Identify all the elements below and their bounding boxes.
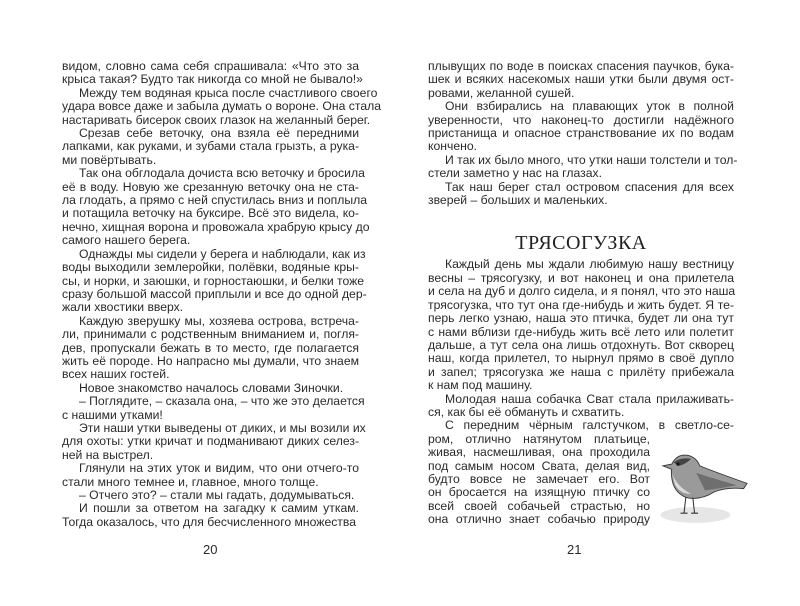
paragraph: [62, 502, 359, 529]
paragraph: [428, 258, 734, 392]
text-line: С передним чёрным галстучком, в светло-се-: [445, 418, 734, 433]
text-line: трясогузка, что тут она где-нибудь и жить будет. Я те-: [428, 297, 734, 312]
text-line: стели заметно у нас на глазах.: [428, 166, 602, 181]
wagtail-bird-illustration: [656, 446, 748, 526]
text-line: видом, словно сама себя спрашивала: «Что это за: [62, 59, 359, 73]
paragraph: [428, 181, 734, 208]
paragraph: [62, 59, 363, 87]
text-line: шек и всяких насекомых наши утки были двумя ост-: [428, 72, 734, 87]
text-line: И пошли за ответом на загадку к самим уткам.: [79, 501, 359, 516]
text-line: пристанища и опасное странствование их по водам: [428, 126, 734, 141]
text-line: к нам под машину.: [428, 378, 533, 393]
text-line: Молодая наша собачка Сват стала прилаживать-: [445, 391, 734, 406]
text-line: Каждую зверушку мы, хозяева острова, встреча-: [79, 313, 359, 328]
text-line: Так наш берег стал островом спасения для всех: [445, 179, 734, 194]
paragraph: [62, 246, 367, 315]
text-line: и запел; трясогузка же наша с прилёту прибежала: [428, 364, 734, 379]
text-line: сы, и норки, и заюшки, и горностаюшки, и белки тоже: [62, 273, 365, 288]
text-line: жить её породе. Но напрасно мы думали, что знаем: [62, 353, 359, 368]
paragraph: [62, 489, 359, 502]
paragraph: [62, 394, 365, 422]
text-line: кончено.: [428, 139, 478, 154]
text-line: Так она обглодала дочиста всю веточку и бросила: [79, 166, 365, 181]
text-line: сразу большой массой приплыли и все до одной дер-: [62, 286, 367, 301]
text-line: нечно, хищная ворона и провожала храбрую крысу до: [62, 219, 370, 234]
text-line: ми повёртывать.: [62, 152, 157, 167]
paragraph: [428, 152, 738, 181]
paragraph: [428, 393, 734, 420]
text-line: он бросается на изящную птичку со: [428, 485, 650, 500]
text-line: Тогда оказалось, что для бесчисленного множества: [62, 514, 357, 529]
page-number-left: 20: [203, 542, 218, 557]
text-line: наш, когда прилетел, то нырнул прямо в своё дупло: [428, 351, 734, 366]
paragraph: [62, 127, 359, 167]
text-line: с нашими утками!: [62, 407, 163, 422]
text-line: лапками, как руками, и зубами стала грызть, а рука-: [62, 139, 359, 154]
text-line: настаривать бисерок своих глазок на желанный берег.: [62, 112, 371, 127]
text-line: И так их было много, что утки наши толстели и тол-: [445, 152, 738, 167]
text-line: Новое знакомство началось словами Зиночки.: [79, 380, 344, 395]
text-line: весны – трясогузку, и вот наконец и она прилетела: [428, 270, 734, 285]
text-line: плывущих по воде в поисках спасения паучков, бука-: [428, 59, 734, 73]
text-line: Однажды мы сидели у берега и наблюдали, как из: [79, 246, 366, 261]
text-line: её в воду. Новую же срезанную веточку она не ста-: [62, 179, 359, 194]
left-page-text: [62, 59, 381, 529]
text-line: Срезав себе веточку, она взяла её передними: [79, 126, 359, 141]
text-line: воды выходили землеройки, полёвки, водяные кры-: [62, 260, 359, 275]
text-line: ровами, желанной сушей.: [428, 85, 575, 100]
text-line: всех наших гостей.: [62, 367, 170, 382]
text-line: с нами вблизи где-нибудь жить всё лето или полетит: [428, 324, 734, 339]
text-line: жали хвостики вверх.: [62, 300, 184, 315]
paragraph: [62, 462, 359, 489]
text-line: будто вовсе не замечает его. Вот: [428, 471, 650, 486]
text-line: и села на дуб и долго сидела, и я понял, что это наша: [428, 284, 736, 299]
text-line: уверенности, что наконец-то достигли надёжного: [428, 112, 734, 127]
right-page-continuation: [428, 59, 738, 208]
text-line: – Отчего это? – стали мы гадать, додумываться.: [79, 488, 355, 502]
text-line: Каждый день мы ждали любимую нашу вестницу: [445, 257, 734, 272]
text-line: дев, пропускали бежать в то место, где полагается: [62, 340, 359, 355]
paragraph: [62, 315, 359, 382]
text-line: дальше, а тут села она лишь отдохнуть. Вот скворец: [428, 337, 734, 352]
text-line: – Поглядите, – сказала она, – что же это делается: [79, 394, 365, 409]
paragraph: [62, 382, 359, 395]
text-line: ся, как бы её обмануть и схватить.: [428, 404, 625, 419]
text-line: ром, отлично натянутом платьице,: [428, 431, 650, 446]
text-line: всей своей собачьей страстью, но: [428, 498, 650, 513]
text-line: ла глодать, а прямо с ней спустилась вниз и поплыла: [62, 193, 368, 208]
text-line: зверей – больших и маленьких.: [428, 193, 608, 208]
text-line: она отлично знает собачью природу: [428, 512, 650, 527]
text-line: ней на выстрел.: [62, 447, 154, 462]
paragraph: [428, 60, 734, 100]
text-line: удара вовсе даже и забыла думать о вороне. Она стала: [62, 99, 381, 114]
text-line: самого нашего берега.: [62, 233, 191, 248]
text-line: перь легко узнаю, наша это птичка, будет ли она тут: [428, 311, 734, 326]
page-number-right: 21: [567, 542, 582, 557]
text-line: Между тем водяная крыса после счастливого своего: [79, 85, 378, 100]
text-line: Эти наши утки выведены от диких, и мы возили их: [79, 420, 366, 435]
text-line: Они взбирались на плавающих уток в полной: [445, 99, 734, 114]
text-line: под самым носом Свата, делая вид,: [428, 458, 650, 473]
text-line: и потащила веточку на буксире. Всё это видела, ко-: [62, 206, 359, 221]
paragraph: [62, 166, 370, 248]
text-line: стали много темнее и, главное, много толще.: [62, 474, 319, 489]
text-line: ли, принимали с родственным вниманием и, погля-: [62, 327, 359, 342]
text-line: Глянули на этих уток и видим, что они отчего-то: [79, 461, 359, 476]
paragraph: [428, 100, 734, 154]
paragraph: [62, 420, 366, 462]
paragraph: [62, 85, 381, 127]
chapter-heading: ТРЯСОГУЗКА: [515, 232, 647, 255]
text-line: для охоты: утки кричат и подманивают диких селез-: [62, 434, 359, 449]
text-line: крыса такая? Будто так никогда со мной не бывало!»: [62, 72, 363, 87]
text-line: живая, насмешливая, она проходила: [428, 445, 650, 460]
